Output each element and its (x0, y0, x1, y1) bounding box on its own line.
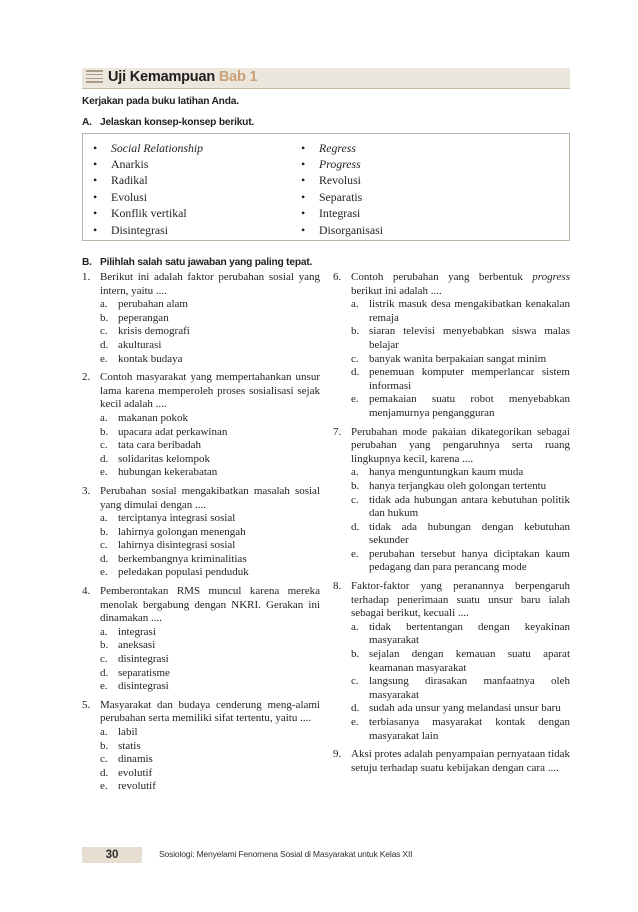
header-title (108, 69, 257, 85)
option-text: tidak bertentangan dengan keyakinan masyarakat (369, 620, 570, 647)
option-letter: b. (100, 525, 109, 538)
option-letter: d. (100, 666, 109, 679)
answer-option (351, 702, 570, 716)
instruction: Kerjakan pada buku latihan Anda. (82, 96, 239, 107)
answer-option (100, 339, 320, 353)
option-letter: e. (100, 680, 108, 693)
question-item (82, 485, 320, 580)
question-stem: Faktor-faktor yang peranannya berpengaruh terhadap penerimaan suatu unsur baru ialah sebagai berikut, kecuali .... (351, 580, 570, 620)
option-text: disintegrasi (118, 680, 169, 693)
header-title-text: Uji Kemampuan (108, 69, 215, 85)
option-text: peledakan populasi penduduk (118, 566, 249, 579)
concept-term: Social Relationship (111, 140, 204, 155)
concept-term: Anarkis (111, 157, 149, 172)
page-number-box (82, 847, 142, 863)
option-letter: b. (351, 648, 360, 661)
option-letter: e. (351, 393, 359, 406)
option-letter: c. (100, 753, 108, 766)
concept-item (93, 189, 203, 205)
concept-box (82, 133, 570, 241)
option-letter: c. (100, 439, 108, 452)
question-stem: Aksi protes adalah penyampaian pernyataan tidak setuju terhadap suatu kebijakan dengan cara .... (351, 748, 571, 774)
answer-option (100, 767, 320, 781)
concept-item (93, 173, 203, 189)
option-letter: c. (100, 539, 108, 552)
section-b-heading (82, 257, 312, 268)
question-item (82, 271, 320, 366)
question-item (333, 426, 570, 576)
answer-option (100, 539, 320, 553)
answer-option (100, 740, 320, 754)
option-letter: a. (100, 726, 108, 738)
concept-list-right (301, 140, 383, 238)
concept-term: Disorganisasi (319, 222, 384, 237)
bullet: • (301, 140, 306, 155)
answer-option (100, 553, 320, 567)
option-text: perubahan alam (118, 298, 188, 311)
question-number: 1. (82, 271, 91, 283)
answer-option (351, 393, 570, 420)
answer-option (100, 325, 320, 339)
option-text: tidak ada hubungan dengan kebutuhan sekunder (369, 520, 570, 547)
header-chapter: Bab 1 (218, 69, 258, 85)
question-column-right (333, 271, 570, 780)
option-letter: d. (100, 452, 109, 465)
answer-option (100, 639, 320, 653)
question-item (82, 585, 320, 694)
bullet: • (301, 222, 306, 237)
option-text: langsung dirasakan manfaatnya oleh masyarakat (369, 675, 570, 701)
concept-term: Konflik vertikal (111, 206, 187, 221)
option-text: lahirnya golongan menengah (118, 525, 246, 538)
option-letter: b. (351, 325, 360, 338)
section-b-letter: B. (82, 257, 92, 268)
option-text: labil (118, 726, 138, 738)
question-stem: Berikut ini adalah faktor perubahan sosial yang intern, yaitu .... (100, 271, 320, 297)
concept-item (301, 189, 383, 205)
option-letter: d. (100, 338, 109, 351)
question-number: 9. (333, 748, 342, 761)
option-text: separatisme (118, 666, 170, 679)
bullet: • (301, 157, 306, 172)
concept-item (93, 156, 203, 172)
concept-term: Integrasi (319, 206, 361, 221)
question-stem: Contoh perubahan yang berbentuk progress berikut ini adalah .... (351, 271, 570, 297)
answer-option (100, 353, 320, 367)
answer-option (100, 726, 320, 740)
option-text: hanya menguntungkan kaum muda (369, 466, 524, 479)
answer-option (351, 353, 570, 367)
answer-option (351, 716, 570, 743)
option-letter: d. (100, 766, 109, 779)
option-text: kontak budaya (118, 352, 183, 365)
concept-item (301, 140, 383, 156)
option-text: statis (118, 739, 141, 752)
question-number: 7. (333, 425, 342, 438)
concept-list-left (93, 140, 203, 238)
option-letter: c. (100, 325, 108, 338)
answer-option (100, 753, 320, 767)
option-text: listrik masuk desa mengakibatkan kenakalan remaja (369, 298, 570, 324)
option-letter: b. (351, 479, 360, 492)
answer-option (351, 675, 570, 702)
answer-option (351, 466, 570, 480)
section-a-title: Jelaskan konsep-konsep berikut. (100, 117, 255, 128)
option-text: disintegrasi (118, 653, 169, 666)
answer-option (100, 466, 320, 480)
option-text: penemuan komputer memperlancar sistem informasi (369, 366, 570, 392)
question-stem: Perubahan sosial mengakibatkan masalah sosial yang dimulai dengan .... (100, 484, 320, 511)
answer-option (351, 648, 570, 675)
concept-term: Evolusi (111, 189, 148, 204)
option-text: evolutif (118, 766, 153, 779)
concept-item (93, 206, 203, 222)
question-number: 5. (82, 698, 91, 711)
concept-item (301, 156, 383, 172)
concept-item (301, 173, 383, 189)
section-b-title: Pilihlah salah satu jawaban yang paling tepat. (100, 257, 313, 268)
option-letter: b. (100, 425, 109, 438)
option-letter: d. (100, 552, 109, 565)
question-number: 8. (333, 580, 342, 593)
book-title: Sosiologi: Menyelami Fenomena Sosial di Masyarakat untuk Kelas XII (159, 849, 413, 859)
option-letter: e. (100, 780, 108, 793)
option-text: siaran televisi menyebabkan siswa malas belajar (369, 325, 570, 351)
option-text: pemakaian suatu robot menyebabkan menjamurnya pengangguran (369, 393, 570, 419)
answer-option (351, 521, 570, 548)
option-text: terbiasanya masyarakat kontak dengan masyarakat lain (369, 716, 570, 742)
option-letter: e. (100, 466, 108, 479)
option-text: dinamis (118, 753, 153, 766)
concept-term: Disintegrasi (111, 222, 169, 237)
question-number: 6. (333, 271, 342, 283)
bullet: • (93, 222, 98, 237)
question-item (333, 748, 570, 775)
concept-term: Revolusi (319, 173, 361, 188)
option-text: perubahan tersebut hanya diciptakan kaum pedagang dan para perancang mode (369, 547, 570, 574)
answer-option (351, 325, 570, 352)
question-number: 4. (82, 585, 91, 598)
option-text: akulturasi (118, 338, 162, 351)
option-text: tata cara beribadah (118, 439, 202, 452)
option-text: upacara adat perkawinan (118, 425, 228, 438)
concept-term: Separatis (319, 189, 363, 204)
option-text: integrasi (118, 625, 156, 638)
question-stem: Contoh masyarakat yang mempertahankan unsur lama karena memperoleh proses sosialisasi sejak kecil adalah .... (100, 371, 320, 411)
option-letter: a. (351, 298, 359, 311)
option-letter: a. (100, 298, 108, 311)
answer-option (100, 412, 320, 426)
option-letter: a. (100, 625, 108, 638)
bullet: • (93, 206, 98, 221)
answer-option (351, 480, 570, 494)
concept-term: Regress (319, 140, 356, 155)
concept-item (301, 222, 383, 238)
option-text: aneksasi (118, 639, 156, 652)
option-letter: a. (351, 466, 359, 479)
option-letter: b. (100, 311, 109, 324)
option-text: lahirnya disintegrasi sosial (118, 539, 236, 552)
answer-option (100, 453, 320, 467)
answer-option (100, 680, 320, 694)
bullet: • (301, 206, 306, 221)
question-item (82, 699, 320, 794)
answer-option (100, 312, 320, 326)
answer-option (100, 526, 320, 540)
option-letter: e. (351, 716, 359, 728)
answer-option (351, 366, 570, 393)
option-letter: e. (100, 566, 108, 579)
bullet: • (93, 189, 98, 204)
answer-option (100, 667, 320, 681)
option-letter: a. (100, 411, 108, 424)
option-letter: a. (351, 620, 359, 633)
option-text: terciptanya integrasi sosial (118, 512, 236, 525)
question-number: 2. (82, 371, 91, 384)
concept-item (93, 222, 203, 238)
answer-option (100, 426, 320, 440)
question-stem: Masyarakat dan budaya cenderung meng-alami perubahan serta memiliki sifat tertentu, yaitu .... (100, 698, 320, 725)
answer-option (100, 780, 320, 794)
option-text: hubungan kekerabatan (118, 466, 218, 479)
answer-option (351, 298, 570, 325)
option-letter: c. (100, 653, 108, 666)
section-a-letter: A. (82, 117, 92, 128)
question-number: 3. (82, 484, 91, 497)
option-text: sejalan dengan kemauan suatu aparat keamanan masyarakat (369, 648, 570, 674)
question-stem: Pemberontakan RMS muncul karena mereka menolak bergabung dengan NKRI. Gerakan ini dinamakan .... (100, 585, 320, 625)
option-text: banyak wanita berpakaian sangat minim (369, 352, 547, 365)
option-letter: d. (351, 702, 360, 715)
bullet: • (301, 189, 306, 204)
answer-option (351, 494, 570, 521)
option-text: berkembangnya kriminalitias (118, 552, 247, 565)
option-text: hanya terjangkau oleh golongan tertentu (369, 479, 547, 492)
concept-term: Radikal (111, 173, 148, 188)
option-text: revolutif (118, 780, 156, 793)
concept-item (93, 140, 203, 156)
answer-option (351, 548, 570, 575)
option-letter: d. (351, 520, 360, 533)
question-item (333, 580, 570, 743)
list-lines-icon (86, 70, 103, 85)
option-text: solidaritas kelompok (118, 452, 210, 465)
option-letter: b. (100, 639, 109, 652)
option-letter: e. (100, 352, 108, 365)
option-letter: a. (100, 512, 108, 525)
option-letter: c. (351, 493, 359, 506)
option-text: krisis demografi (118, 325, 190, 338)
question-stem: Perubahan mode pakaian dikategorikan sebagai perubahan yang pengaruhnya serta ruang lingkupnya kecil, karena .... (351, 425, 570, 465)
option-text: peperangan (118, 311, 169, 324)
option-letter: c. (351, 352, 359, 365)
answer-option (100, 653, 320, 667)
bullet: • (93, 140, 98, 155)
section-header (82, 68, 570, 89)
option-letter: d. (351, 366, 360, 379)
bullet: • (93, 173, 98, 188)
option-letter: c. (351, 675, 359, 688)
concept-item (301, 206, 383, 222)
option-text: makanan pokok (118, 411, 188, 424)
option-letter: b. (100, 739, 109, 752)
option-text: sudah ada unsur yang melandasi unsur baru (369, 702, 561, 715)
answer-option (100, 566, 320, 580)
concept-term: Progress (319, 157, 361, 172)
answer-option (100, 439, 320, 453)
question-item (333, 271, 570, 421)
answer-option (100, 298, 320, 312)
option-letter: e. (351, 547, 359, 560)
answer-option (100, 626, 320, 640)
bullet: • (301, 173, 306, 188)
question-column-left (82, 271, 320, 799)
page-number: 30 (105, 849, 119, 861)
bullet: • (93, 157, 98, 172)
answer-option (351, 621, 570, 648)
option-text: tidak ada hubungan antara kebutuhan politik dan hukum (369, 493, 570, 520)
question-item (82, 371, 320, 480)
section-a-heading (82, 117, 254, 128)
answer-option (100, 512, 320, 526)
